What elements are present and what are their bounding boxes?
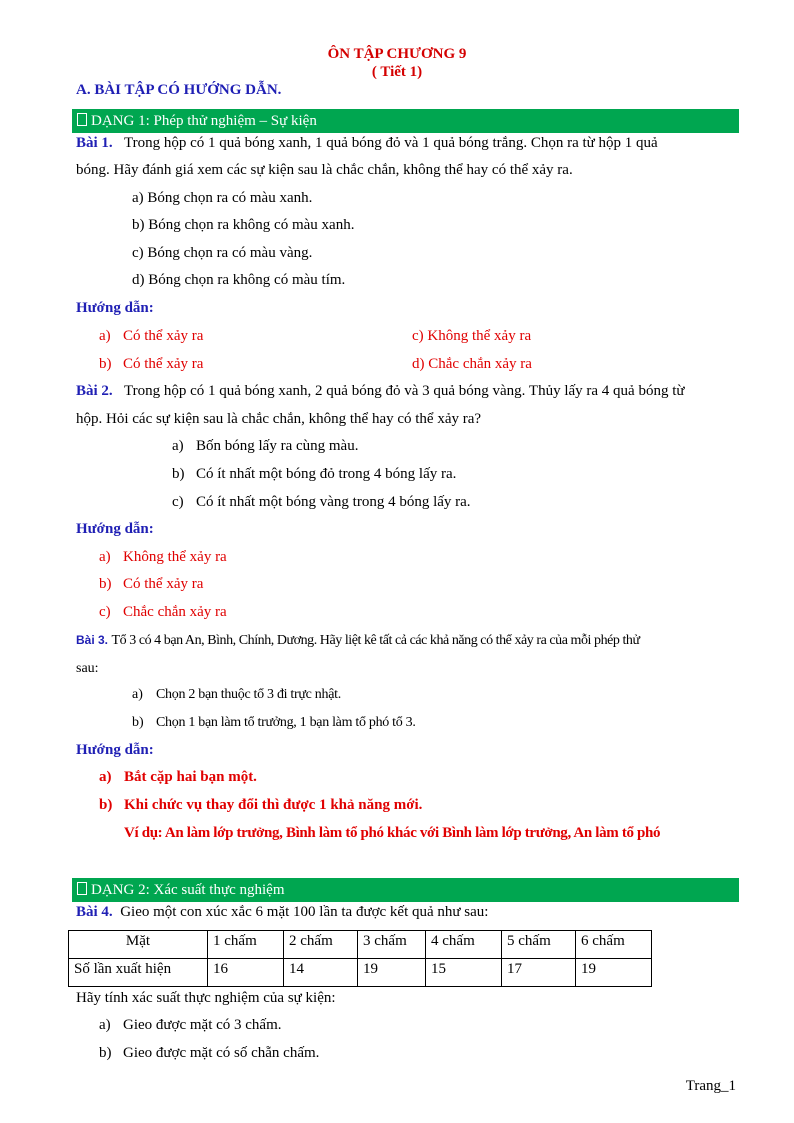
table-header-cell: 3 chấm (358, 931, 426, 959)
bai2-answer-b-letter: b) (99, 576, 112, 592)
bai2-item-b-letter: b) (172, 466, 185, 482)
bai4-line1 (76, 904, 488, 921)
bai1-line1 (76, 135, 658, 152)
bai1-guide: Hướng dẫn: (76, 300, 154, 316)
bai2-answer-c: Chắc chắn xảy ra (123, 604, 227, 620)
bai1-item-d: d) Bóng chọn ra không có màu tím. (132, 272, 346, 288)
bai1-answer-c: c) Không thể xảy ra (412, 328, 532, 344)
bai2-answer-a-letter: a) (99, 549, 111, 565)
table-cell: Số lần xuất hiện (69, 959, 208, 987)
bai3-item-a: Chọn 2 bạn thuộc tổ 3 đi trực nhật. (156, 687, 341, 702)
bai3-item-b: Chọn 1 bạn làm tổ trưởng, 1 bạn làm tổ phó tổ 3. (156, 715, 416, 730)
bai3-answer-a-letter: a) (99, 769, 112, 785)
table-header-cell: 6 chấm (576, 931, 652, 959)
bai3-number: Bài 3. (76, 633, 109, 647)
table-cell: 17 (502, 959, 576, 987)
bai3-line1 (76, 633, 640, 649)
table-header-cell: 4 chấm (426, 931, 502, 959)
bai3-text1: Tổ 3 có 4 bạn An, Bình, Chính, Dương. Hãy liệt kê tất cả các khả năng có thể xảy ra của mỗi phép thử (111, 633, 640, 648)
dice-results-table (68, 930, 652, 987)
page-subtitle: ( Tiết 1) (371, 64, 423, 80)
bai4-item-b-letter: b) (99, 1045, 112, 1061)
dang2-label: DẠNG 2: Xác suất thực nghiệm (91, 882, 285, 898)
bai1-answer-a: Có thể xảy ra (123, 328, 204, 344)
section-a-heading: A. BÀI TẬP CÓ HƯỚNG DẪN. (76, 82, 282, 98)
bai2-guide: Hướng dẫn: (76, 521, 154, 537)
checkbox-icon (77, 882, 87, 895)
bai3-guide: Hướng dẫn: (76, 742, 154, 758)
bai2-number: Bài 2. (76, 383, 113, 399)
table-row (69, 959, 652, 987)
bai3-example: Ví dụ: An làm lớp trưởng, Bình làm tổ phó khác với Bình làm lớp trưởng, An làm tổ phó (124, 825, 661, 841)
page-title: ÔN TẬP CHƯƠNG 9 (327, 46, 467, 62)
bai4-item-a-letter: a) (99, 1017, 111, 1033)
bai2-item-b: Có ít nhất một bóng đỏ trong 4 bóng lấy ra. (196, 466, 457, 482)
page-number: Trang_1 (685, 1078, 736, 1094)
bai1-answer-b-letter: b) (99, 356, 112, 372)
dang2-band (72, 878, 739, 902)
bai1-item-b: b) Bóng chọn ra không có màu xanh. (132, 217, 355, 233)
bai3-text2: sau: (76, 661, 99, 676)
bai1-answer-b: Có thể xảy ra (123, 356, 204, 372)
bai2-answer-c-letter: c) (99, 604, 111, 620)
bai2-answer-b: Có thể xảy ra (123, 576, 204, 592)
bai1-number: Bài 1. (76, 135, 113, 151)
table-header-cell: Mặt (69, 931, 208, 959)
bai4-number: Bài 4. (76, 904, 113, 920)
bai2-item-a-letter: a) (172, 438, 184, 454)
bai4-item-a: Gieo được mặt có 3 chấm. (123, 1017, 282, 1033)
bai3-item-a-letter: a) (132, 687, 143, 702)
dang1-band (72, 109, 739, 133)
bai2-text1: Trong hộp có 1 quả bóng xanh, 2 quả bóng đỏ và 3 quả bóng vàng. Thủy lấy ra 4 quả bóng từ (123, 383, 685, 399)
dang1-label: DẠNG 1: Phép thử nghiệm – Sự kiện (91, 113, 317, 129)
bai3-item-b-letter: b) (132, 715, 144, 730)
bai4-text1: Gieo một con xúc xắc 6 mặt 100 lần ta được kết quả như sau: (120, 904, 489, 920)
table-header-cell: 1 chấm (208, 931, 284, 959)
table-cell: 14 (284, 959, 358, 987)
table-cell: 19 (358, 959, 426, 987)
table-cell: 15 (426, 959, 502, 987)
bai4-text2: Hãy tính xác suất thực nghiệm của sự kiện: (76, 990, 336, 1006)
bai1-text2: bóng. Hãy đánh giá xem các sự kiện sau là chắc chắn, không thể hay có thể xảy ra. (76, 162, 573, 178)
bai4-item-b: Gieo được mặt có số chẵn chấm. (123, 1045, 320, 1061)
table-cell: 16 (208, 959, 284, 987)
bai2-answer-a: Không thể xảy ra (123, 549, 227, 565)
table-header-cell: 2 chấm (284, 931, 358, 959)
bai1-answer-a-letter: a) (99, 328, 111, 344)
bai2-text2: hộp. Hỏi các sự kiện sau là chắc chắn, không thể hay có thể xảy ra? (76, 411, 482, 427)
bai3-answer-b: Khi chức vụ thay đổi thì được 1 khả năng mới. (124, 797, 423, 813)
table-header-cell: 5 chấm (502, 931, 576, 959)
bai1-text1: Trong hộp có 1 quả bóng xanh, 1 quả bóng đỏ và 1 quả bóng trắng. Chọn ra từ hộp 1 quả (123, 135, 658, 151)
bai3-answer-a: Bắt cặp hai bạn một. (124, 769, 257, 785)
table-cell: 19 (576, 959, 652, 987)
bai1-item-c: c) Bóng chọn ra có màu vàng. (132, 245, 313, 261)
bai3-answer-b-letter: b) (99, 797, 113, 813)
bai2-item-c: Có ít nhất một bóng vàng trong 4 bóng lấy ra. (196, 494, 471, 510)
bai2-item-a: Bốn bóng lấy ra cùng màu. (196, 438, 359, 454)
bai2-item-c-letter: c) (172, 494, 184, 510)
table-header-row (69, 931, 652, 959)
checkbox-icon (77, 113, 87, 126)
bai1-answer-d: d) Chắc chắn xảy ra (412, 356, 532, 372)
bai1-item-a: a) Bóng chọn ra có màu xanh. (132, 190, 313, 206)
bai2-line1 (76, 383, 685, 400)
